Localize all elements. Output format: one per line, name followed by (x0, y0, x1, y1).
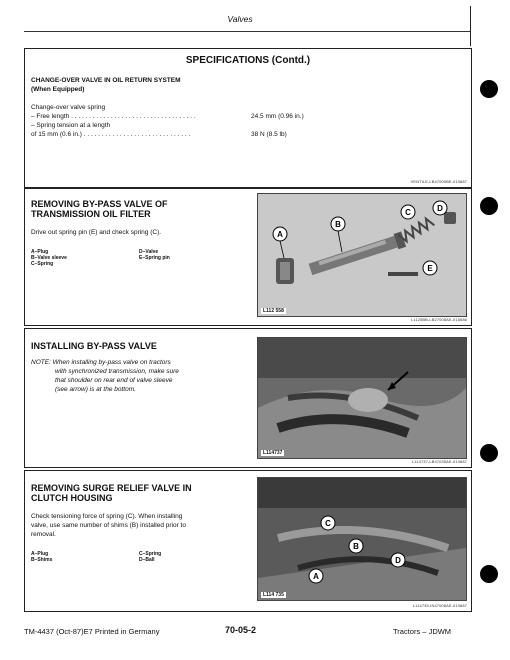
binder-hole-1 (480, 80, 498, 98)
surge-title-line2: CLUTCH HOUSING (31, 493, 113, 503)
binder-hole-4 (480, 565, 498, 583)
surge-legend-a-plug: A–Plug (31, 551, 49, 557)
legend-a-plug: A–Plug (31, 249, 49, 255)
legend-b-valve-sleeve: B–Valve sleeve (31, 255, 67, 261)
legend-c-spring: C–Spring (31, 261, 54, 267)
surge-text-line1: Check tensioning force of spring (C). When installing (31, 513, 183, 520)
surge-legend-c-spring: C–Spring (139, 551, 162, 557)
install-photo-id: L114737 (263, 450, 283, 456)
specifications-title: SPECIFICATIONS (Contd.) (185, 55, 311, 66)
bypass-photo-id: L112 558 (263, 308, 284, 314)
surge-callout-b-label: B (353, 542, 359, 551)
binder-hole-2 (480, 197, 498, 215)
binder-hole-3 (480, 444, 498, 462)
spec-value-spring-tension: 38 N (8.5 lb) (251, 131, 287, 138)
header-rule (24, 31, 470, 32)
bypass-install-photo (257, 337, 467, 459)
callout-a-label: A (277, 230, 283, 239)
callout-d-label: D (437, 204, 443, 213)
surge-photo-id: L114 735 (263, 592, 284, 598)
surge-valve-photo (257, 477, 467, 601)
install-note-line1: NOTE: When installing by-pass valve on tractors (31, 359, 171, 366)
spec-value-free-length: 24.5 mm (0.96 in.) (251, 113, 304, 120)
surge-text-line2: valve, use same number of shims (B) installed prior to (31, 522, 186, 529)
surge-valve-box (24, 470, 472, 612)
bypass-removal-title-line1: REMOVING BY-PASS VALVE OF (31, 199, 168, 209)
header-vertical-rule (470, 6, 471, 46)
page-number: 70-05-2 (225, 625, 257, 635)
spec-line-3: – Spring tension at a length (31, 122, 111, 129)
bypass-removal-text: Drive out spring pin (E) and check spring (C). (31, 229, 162, 236)
legend-e-spring-pin: E–Spring pin (139, 255, 170, 261)
specifications-box (24, 48, 472, 188)
bypass-install-title: INSTALLING BY-PASS VALVE (31, 341, 157, 351)
bypass-removal-box (24, 188, 472, 326)
surge-valve-illustration (258, 478, 466, 600)
spec-reference-code: VENTILE-LB47009BE-010687 (410, 179, 467, 184)
install-note-line4: (see arrow) is at the bottom. (55, 386, 136, 393)
surge-callout-c-label: C (325, 519, 331, 528)
spec-subtitle-line1: CHANGE-OVER VALVE IN OIL RETURN SYSTEM (31, 77, 181, 84)
bypass-valve-parts-photo (257, 193, 467, 317)
spec-line-4: of 15 mm (0.6 in.) . . . . . . . . . . . . . . . . . . . . . . . . . . . . . . (31, 131, 191, 138)
callout-b-label: B (335, 220, 341, 229)
running-header: Valves (227, 14, 253, 24)
spring-pin-part (388, 272, 418, 276)
callout-e-label: E (427, 264, 433, 273)
bypass-valve-parts-illustration (258, 194, 466, 316)
surge-legend-d-ball: D–Ball (139, 557, 155, 563)
surge-text-line3: removal. (31, 531, 56, 538)
spec-subtitle-line2: (When Equipped) (31, 86, 85, 93)
legend-d-valve: D–Valve (139, 249, 159, 255)
valve-part (444, 212, 456, 224)
surge-callout-d-label: D (395, 556, 401, 565)
surge-reference-code: L114735-IN47008AE-010687 (412, 603, 467, 608)
install-note-line2: with synchronized transmission, make sure (55, 368, 179, 375)
hand-shape (348, 388, 388, 412)
surge-callout-a-label: A (313, 572, 319, 581)
footer-left: TM-4437 (Oct-87)E7 Printed in Germany (24, 627, 160, 636)
bypass-install-illustration (258, 338, 466, 458)
footer-right: Tractors – JDWM (393, 627, 452, 636)
surge-title-line1: REMOVING SURGE RELIEF VALVE IN (31, 483, 192, 493)
spec-line-2: – Free length . . . . . . . . . . . . . . . . . . . . . . . . . . . . . . . . . . . (31, 113, 196, 120)
install-note-line3: that shoulder on rear end of valve sleeve (55, 377, 173, 384)
bypass-removal-reference-code: L1125BB-LB27008AE-015686 (411, 317, 467, 322)
bypass-removal-title-line2: TRANSMISSION OIL FILTER (31, 209, 151, 219)
spec-line-1: Change-over valve spring (31, 104, 106, 111)
callout-c-label: C (405, 208, 411, 217)
surge-legend-b-shims: B–Shims (31, 557, 53, 563)
bypass-install-box (24, 328, 472, 468)
bypass-install-reference-code: L114737-LB47035AE-010687 (411, 459, 467, 464)
